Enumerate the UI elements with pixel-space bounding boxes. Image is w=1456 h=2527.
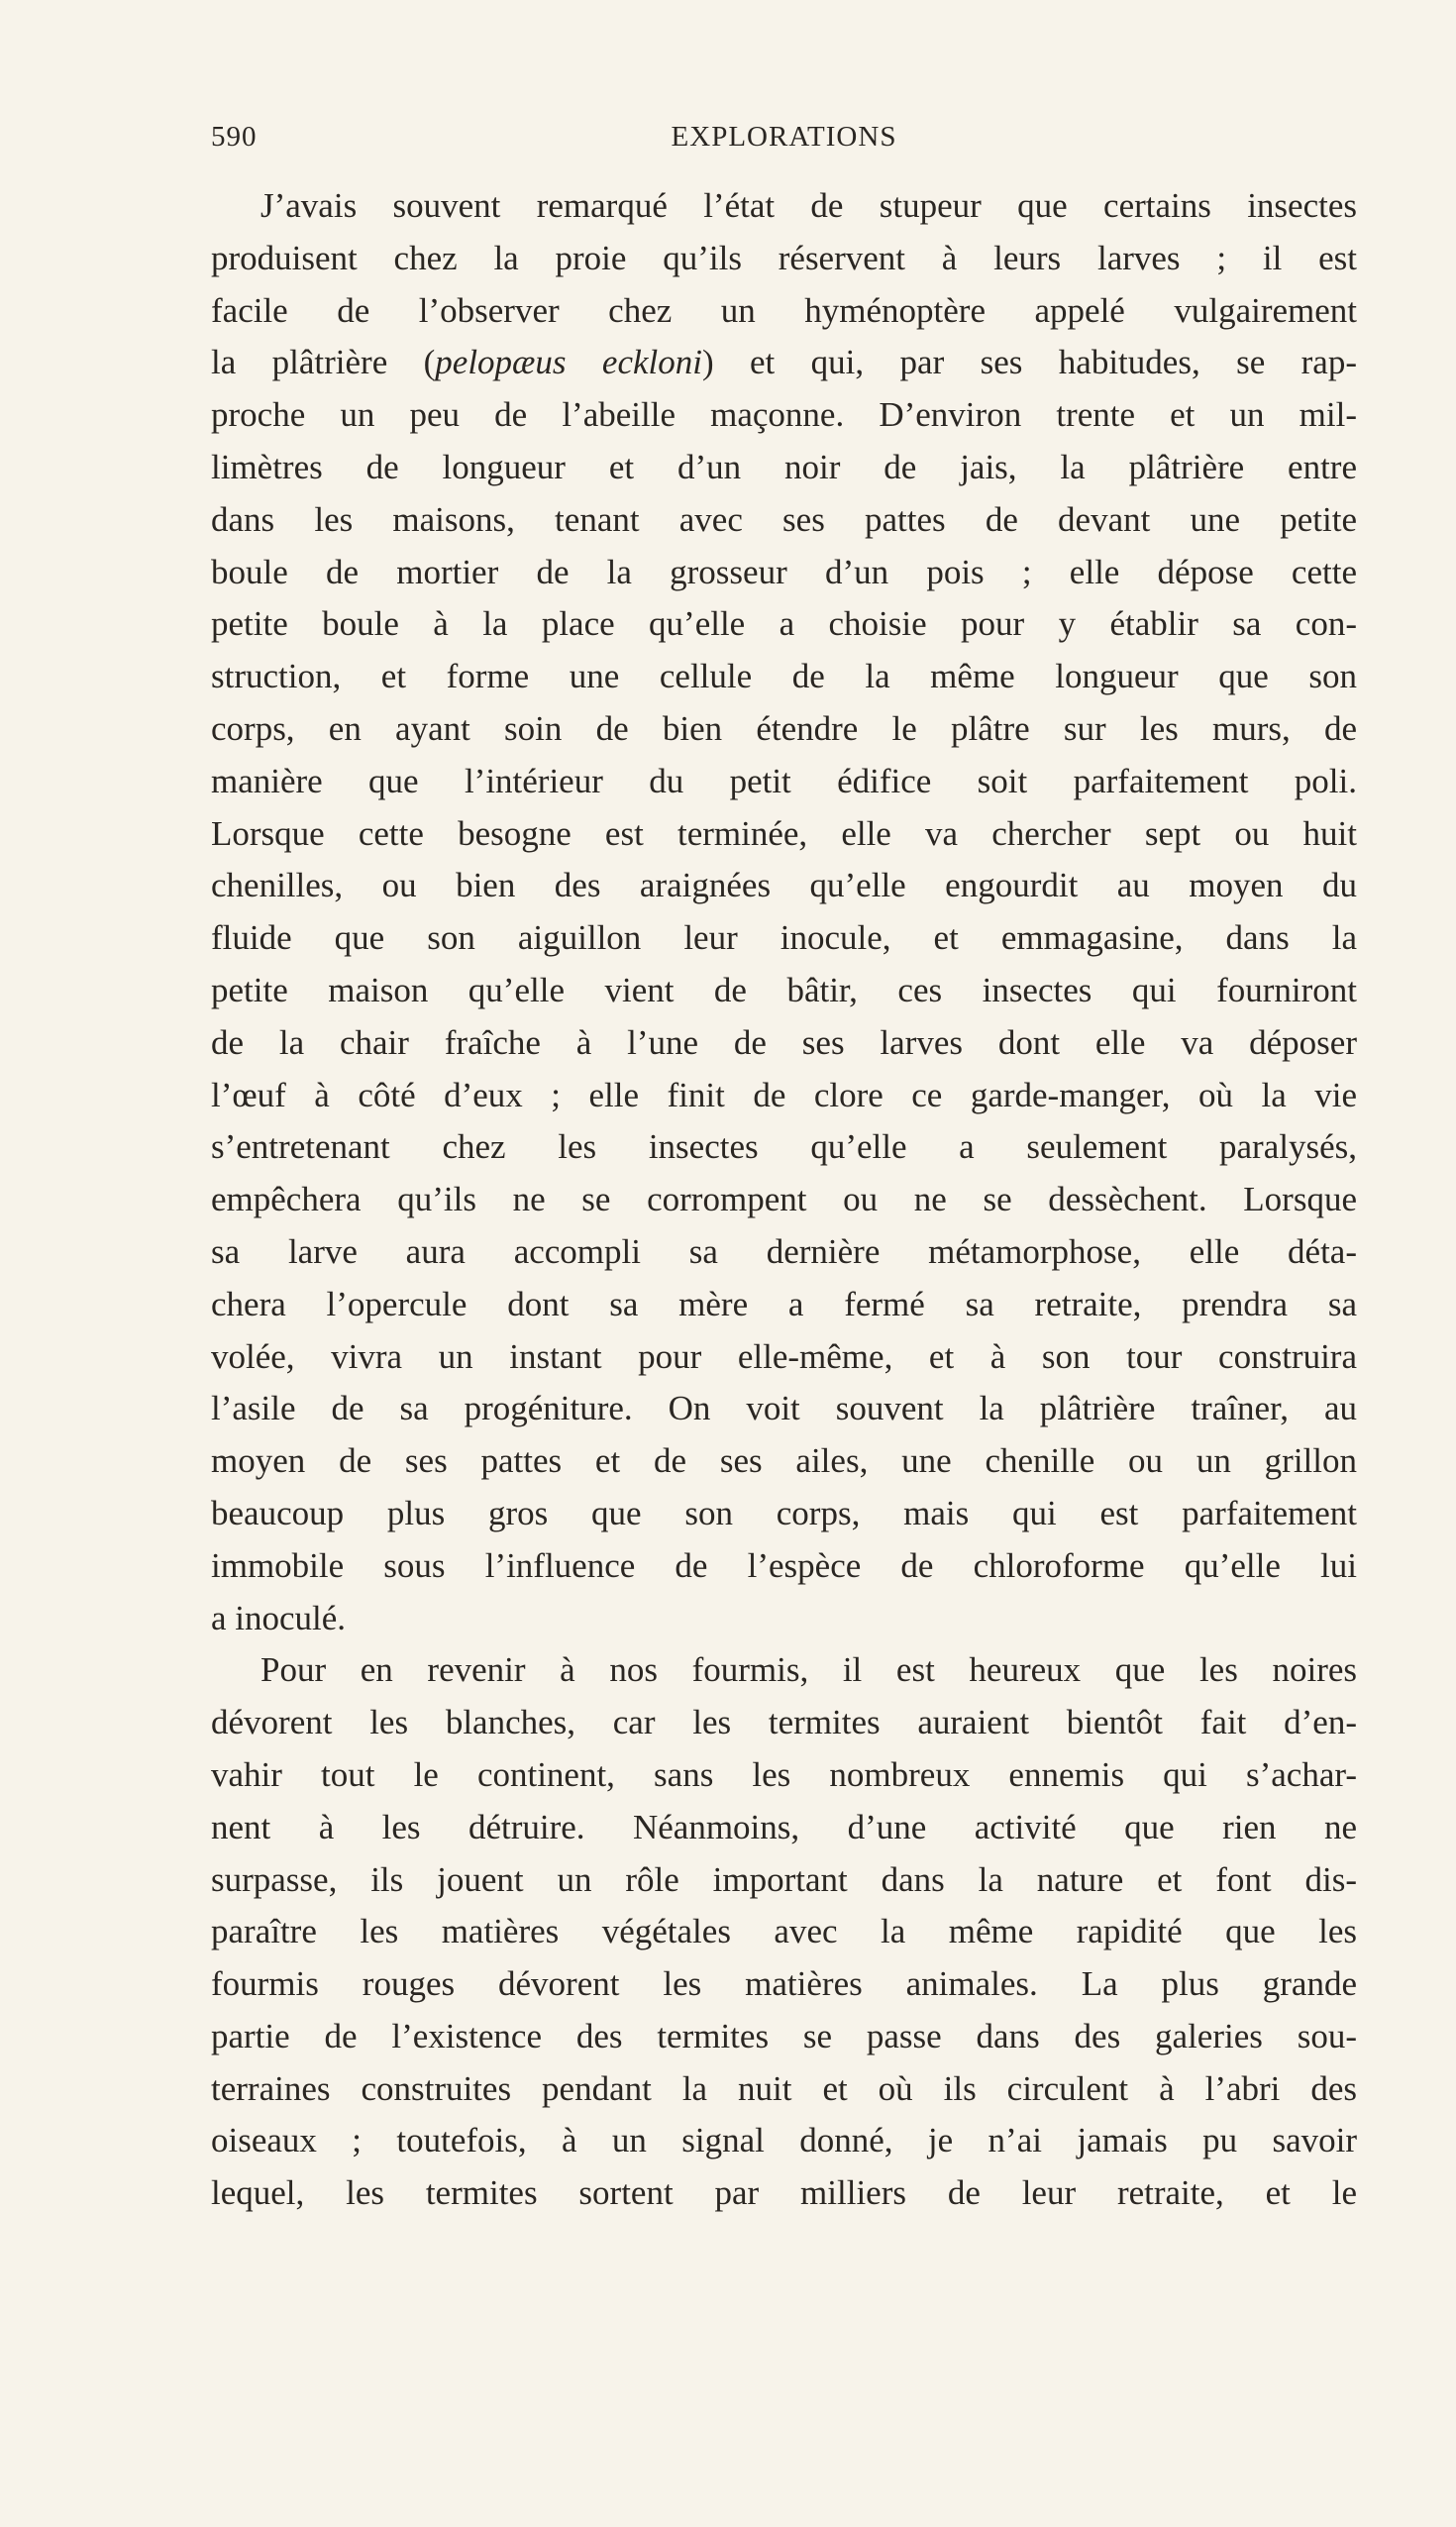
- text-line: beaucoup plus gros que son corps, mais qui est parfaitement: [211, 1493, 1357, 1532]
- text-line: partie de l’existence des termites se passe dans des galeries sou-: [211, 2016, 1357, 2055]
- text-line: moyen de ses pattes et de ses ailes, une chenille ou un grillon: [211, 1441, 1357, 1481]
- text-line: empêchera qu’ils ne se corrompent ou ne se dessèchent. Lorsque: [211, 1180, 1357, 1219]
- text-line: lequel, les termites sortent par milliers de leur retraite, et le: [211, 2173, 1357, 2213]
- text-line: Pour en revenir à nos fourmis, il est heureux que les noires: [260, 1650, 1357, 1690]
- text-line: s’entretenant chez les insectes qu’elle a seulement paralysés,: [211, 1127, 1357, 1167]
- text-line: a inoculé.: [211, 1598, 347, 1637]
- text-line: immobile sous l’influence de l’espèce de chloroforme qu’elle lui: [211, 1545, 1357, 1585]
- text-line: surpasse, ils jouent un rôle important dans la nature et font dis-: [211, 1859, 1357, 1899]
- text-line: limètres de longueur et d’un noir de jais, la plâtrière entre: [211, 447, 1357, 486]
- text-line: chera l’opercule dont sa mère a fermé sa retraite, prendra sa: [211, 1284, 1357, 1323]
- text-line: paraître les matières végétales avec la même rapidité que les: [211, 1912, 1357, 1951]
- text-line: nent à les détruire. Néanmoins, d’une activité que rien ne: [211, 1807, 1357, 1846]
- page-number: 590: [211, 121, 258, 153]
- running-title: EXPLORATIONS: [671, 121, 897, 153]
- running-header: [211, 121, 1357, 164]
- text-line: proche un peu de l’abeille maçonne. D’environ trente et un mil-: [211, 395, 1357, 435]
- text-line: J’avais souvent remarqué l’état de stupeur que certains insectes: [260, 186, 1357, 225]
- text-line: dans les maisons, tenant avec ses pattes de devant une petite: [211, 499, 1357, 539]
- text-line: facile de l’observer chez un hyménoptère appelé vulgairement: [211, 290, 1357, 330]
- text-line: terraines construites pendant la nuit et où ils circulent à l’abri des: [211, 2068, 1357, 2108]
- text-line: boule de mortier de la grosseur d’un pois ; elle dépose cette: [211, 552, 1357, 591]
- text-line: dévorent les blanches, car les termites auraient bientôt fait d’en-: [211, 1703, 1357, 1742]
- text-line: fourmis rouges dévorent les matières animales. La plus grande: [211, 1964, 1357, 2004]
- text-line: vahir tout le continent, sans les nombreux ennemis qui s’achar-: [211, 1754, 1357, 1794]
- species-name: pelopæus eckloni: [435, 343, 702, 382]
- text-line: Lorsque cette besogne est terminée, elle va chercher sept ou huit: [211, 813, 1357, 853]
- text-line: fluide que son aiguillon leur inocule, et emmagasine, dans la: [211, 918, 1357, 958]
- text-line: l’œuf à côté d’eux ; elle finit de clore ce garde-manger, où la vie: [211, 1075, 1357, 1114]
- text-line: l’asile de sa progéniture. On voit souvent la plâtrière traîner, au: [211, 1389, 1357, 1428]
- text-line: produisent chez la proie qu’ils réservent à leurs larves ; il est: [211, 238, 1357, 277]
- text-line: manière que l’intérieur du petit édifice soit parfaitement poli.: [211, 761, 1357, 800]
- text-line: petite maison qu’elle vient de bâtir, ces insectes qui fourniront: [211, 970, 1357, 1009]
- text-line: struction, et forme une cellule de la même longueur que son: [211, 657, 1357, 696]
- text-line: sa larve aura accompli sa dernière métamorphose, elle déta-: [211, 1231, 1357, 1271]
- body-text: [211, 180, 1357, 2220]
- text-line: de la chair fraîche à l’une de ses larves dont elle va déposer: [211, 1022, 1357, 1062]
- text-line: chenilles, ou bien des araignées qu’elle engourdit au moyen du: [211, 866, 1357, 905]
- text-line: petite boule à la place qu’elle a choisie pour y établir sa con-: [211, 604, 1357, 644]
- text-line: corps, en ayant soin de bien étendre le plâtre sur les murs, de: [211, 708, 1357, 748]
- text-line: volée, vivra un instant pour elle-même, et à son tour construira: [211, 1336, 1357, 1376]
- text-line: oiseaux ; toutefois, à un signal donné, je n’ai jamais pu savoir: [211, 2121, 1357, 2160]
- text-line: la plâtrière (pelopæus eckloni) et qui, par ses habitudes, se rap-: [211, 343, 1357, 382]
